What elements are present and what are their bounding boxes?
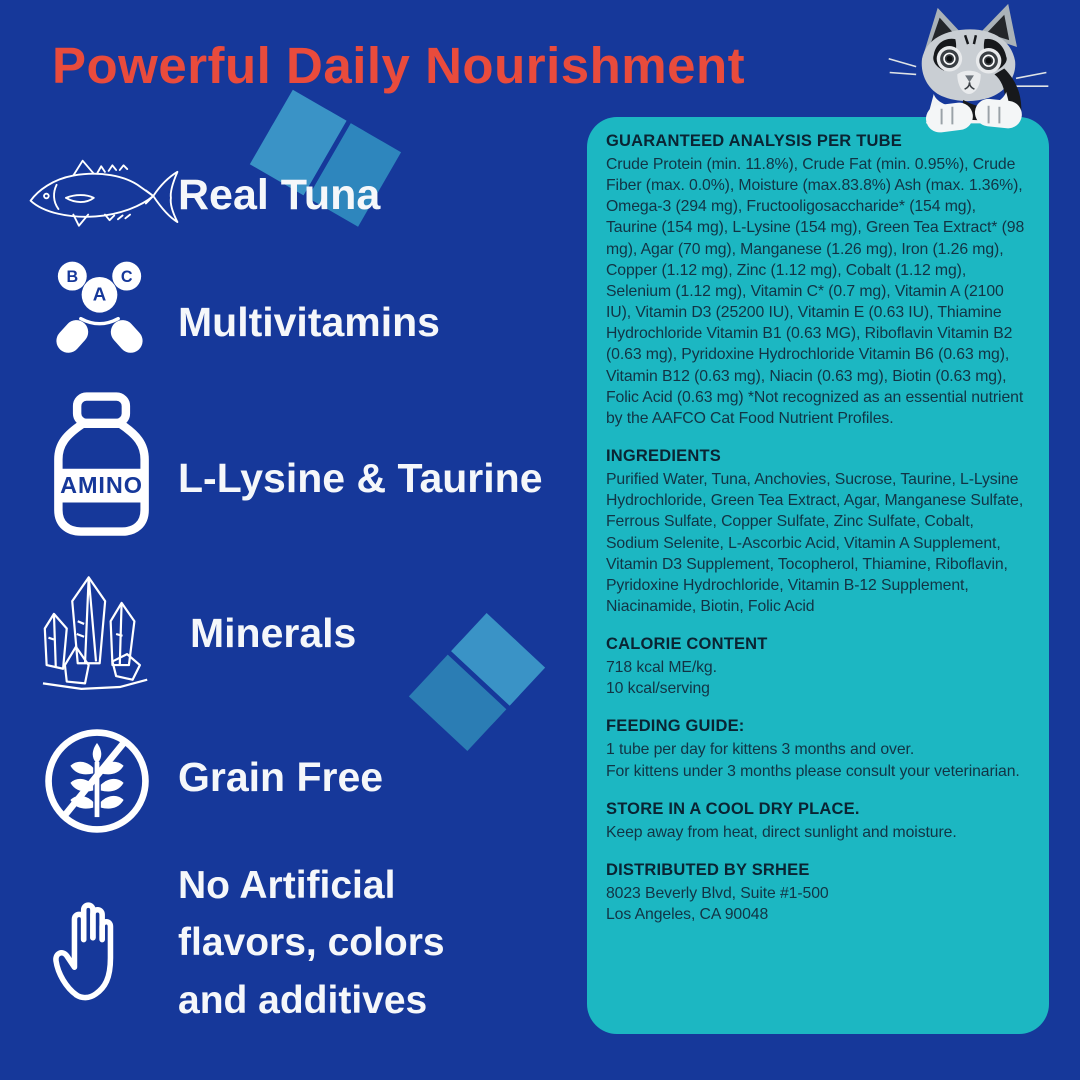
section-line: Keep away from heat, direct sunlight and moisture.: [606, 823, 957, 841]
section-calorie-content: [606, 635, 1030, 699]
section-line: 1 tube per day for kittens 3 months and over.: [606, 741, 915, 759]
feature-label-lysine-taurine: L-Lysine & Taurine: [178, 455, 543, 501]
section-heading: DISTRIBUTED BY SRHEE: [606, 860, 810, 879]
cat-illustration: [885, 0, 1055, 142]
section-distributor: [606, 861, 1030, 925]
section-body: Crude Protein (min. 11.8%), Crude Fat (min. 0.95%), Crude Fiber (max. 0.0%), Moisture (max.83.8%) Ash (max. 1.36%), Omega-3 (294 mg), Fructooligosaccharide* (154 mg), Taurine (154 mg), L-Lysine (154 mg), Green Tea Extract* (98 mg), Agar (70 mg), Manganese (1.26 mg), Iron (1.26 mg), Copper (1.12 mg), Zinc (1.12 mg), Cobalt (1.12 mg), Selenium (1.12 mg), Vitamin C* (0.7 mg), Vitamin A (2100 IU), Vitamin D3 (25200 IU), Vitamin E (0.63 IU), Thiamine Hydrochloride Vitamin B1 (0.63 MG), Riboflavin Vitamin B2 (0.63 mg), Pyridoxine Hydrochloride Vitamin B6 (0.63 mg), Vitamin B12 (0.63 mg), Niacin (0.63 mg), Biotin (0.63 mg), Folic Acid (0.63 mg) *Not recognized as an essential nutrient by the AAFCO Cat Food Nutrient Profiles.: [606, 156, 1025, 427]
feature-label-no-artificial: No Artificial flavors, colors and additives: [178, 864, 445, 1022]
vitamin-letter-a: A: [92, 283, 107, 305]
multivitamins-icon: [42, 254, 157, 356]
section-heading: INGREDIENTS: [606, 447, 721, 466]
tuna-fish-icon: [25, 148, 183, 244]
section-line: 10 kcal/serving: [606, 680, 710, 698]
pill-capsule-middle-icon: [367, 602, 587, 762]
feature-label-real-tuna: Real Tuna: [178, 171, 381, 219]
section-line: 718 kcal ME/kg.: [606, 659, 717, 677]
section-line: For kittens under 3 months please consult your veterinarian.: [606, 762, 1020, 780]
feature-label-minerals: Minerals: [190, 610, 357, 656]
nutrition-panel: [587, 117, 1049, 1034]
section-body: Purified Water, Tuna, Anchovies, Sucrose, Taurine, L-Lysine Hydrochloride, Green Tea Extract, Agar, Manganese Sulfate, Ferrous Sulfate, Copper Sulfate, Zinc Sulfate, Cobalt, Sodium Selenite, L-Ascorbic Acid, Vitamin A Supplement, Vitamin D3 Supplement, Tocopherol, Thiamine, Riboflavin, Pyridoxine Hydrochloride, Vitamin B-12 Supplement, Niacinamide, Biotin, Folic Acid: [606, 471, 1024, 615]
section-heading: STORE IN A COOL DRY PLACE.: [606, 799, 860, 818]
amino-jar-icon: [45, 390, 158, 540]
page-title: Powerful Daily Nourishment: [52, 37, 746, 94]
section-line: 8023 Beverly Blvd, Suite #1-500: [606, 884, 829, 902]
section-line: Los Angeles, CA 90048: [606, 906, 769, 924]
feature-label-grain-free: Grain Free: [178, 754, 384, 800]
section-guaranteed-analysis: [606, 132, 1030, 429]
section-storage: [606, 800, 1030, 843]
section-heading: CALORIE CONTENT: [606, 635, 768, 654]
vitamin-letter-b: B: [66, 268, 79, 287]
section-ingredients: [606, 447, 1030, 617]
amino-jar-label: AMINO: [60, 472, 143, 499]
vitamin-letter-c: C: [120, 268, 133, 287]
section-heading: GUARANTEED ANALYSIS PER TUBE: [606, 132, 902, 150]
feature-label-multivitamins: Multivitamins: [178, 299, 440, 345]
minerals-crystals-icon: [32, 566, 160, 702]
section-feeding-guide: [606, 717, 1030, 781]
grain-free-icon: [40, 724, 154, 838]
no-artificial-hand-icon: [45, 886, 139, 1006]
section-heading: FEEDING GUIDE:: [606, 717, 745, 736]
